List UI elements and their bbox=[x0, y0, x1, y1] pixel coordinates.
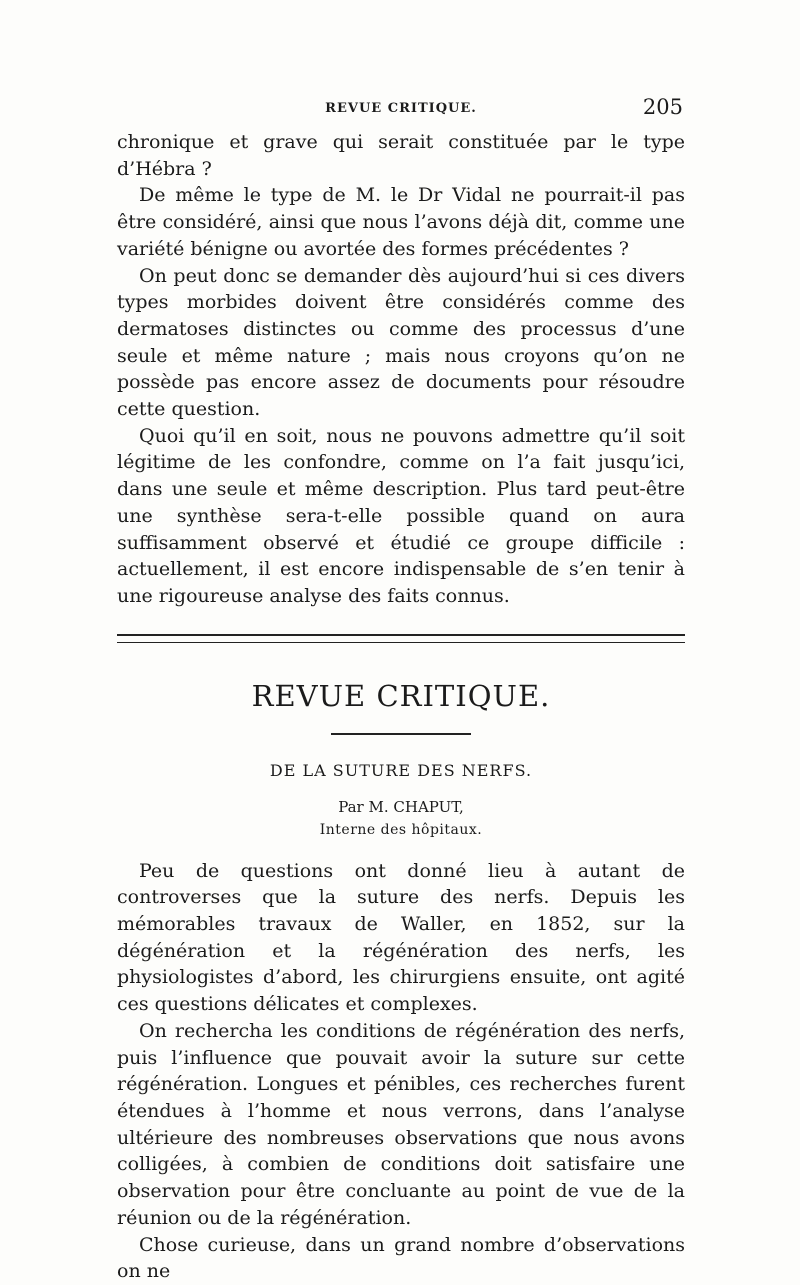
paragraph: Chose curieuse, dans un grand nombre d’observations on ne bbox=[117, 1233, 685, 1283]
running-title: REVUE CRITIQUE. bbox=[325, 101, 477, 116]
paragraph: chronique et grave qui serait constituée par le type d’Hébra ? bbox=[117, 131, 685, 180]
author-byline: Par M. CHAPUT, bbox=[338, 797, 464, 816]
page-number: 205 bbox=[642, 95, 683, 119]
continued-text bbox=[117, 129, 685, 610]
paragraph: On peut donc se demander dès aujourd’hui si ces divers types morbides doivent être considérés comme des dermatoses distinctes ou comme des processus d’une seule et même nature ; mais nous croyons qu’on ne possède pas encore assez de documents pour résoudre cette question. bbox=[117, 264, 685, 421]
author-affiliation: Interne des hôpitaux. bbox=[319, 821, 483, 838]
article-title: DE LA SUTURE DES NERFS. bbox=[269, 760, 533, 780]
paragraph: De même le type de M. le Dr Vidal ne pourrait-il pas être considéré, ainsi que nous l’avons déjà dit, comme une variété bénigne ou avortée des formes précédentes ? bbox=[117, 184, 685, 260]
document-page bbox=[117, 0, 685, 1285]
section-title: REVUE CRITIQUE. bbox=[251, 678, 551, 713]
title-rule bbox=[331, 733, 471, 735]
paragraph: On rechercha les conditions de régénération des nerfs, puis l’influence que pouvait avoir la suture sur cette régénération. Longues et pénibles, ces recherches furent étendues à l’homme et nous verrons, dans l’analyse ultérieure des nombreuses observations que nous avons colligées, à combien de conditions doit satisfaire une observation pour être concluante au point de vue de la réunion ou de la régénération. bbox=[117, 1019, 685, 1229]
section-separator bbox=[117, 634, 685, 643]
paragraph: Peu de questions ont donné lieu à autant de controverses que la suture des nerfs. Depuis les mémorables travaux de Waller, en 1852, sur la dégénération et la régénération des nerfs, les physiologistes d’abord, les chirurgiens ensuite, ont agité ces questions délicates et complexes. bbox=[117, 859, 685, 1016]
article-body bbox=[117, 858, 685, 1285]
paragraph: Quoi qu’il en soit, nous ne pouvons admettre qu’il soit légitime de les confondre, comme on l’a fait jusqu’ici, dans une seule et même description. Plus tard peut-être une synthèse sera-t-elle possible quand on aura suffisamment observé et étudié ce groupe difficile : actuellement, il est encore indispensable de s’en tenir à une rigoureuse analyse des faits connus. bbox=[117, 424, 685, 607]
running-head bbox=[117, 95, 685, 129]
